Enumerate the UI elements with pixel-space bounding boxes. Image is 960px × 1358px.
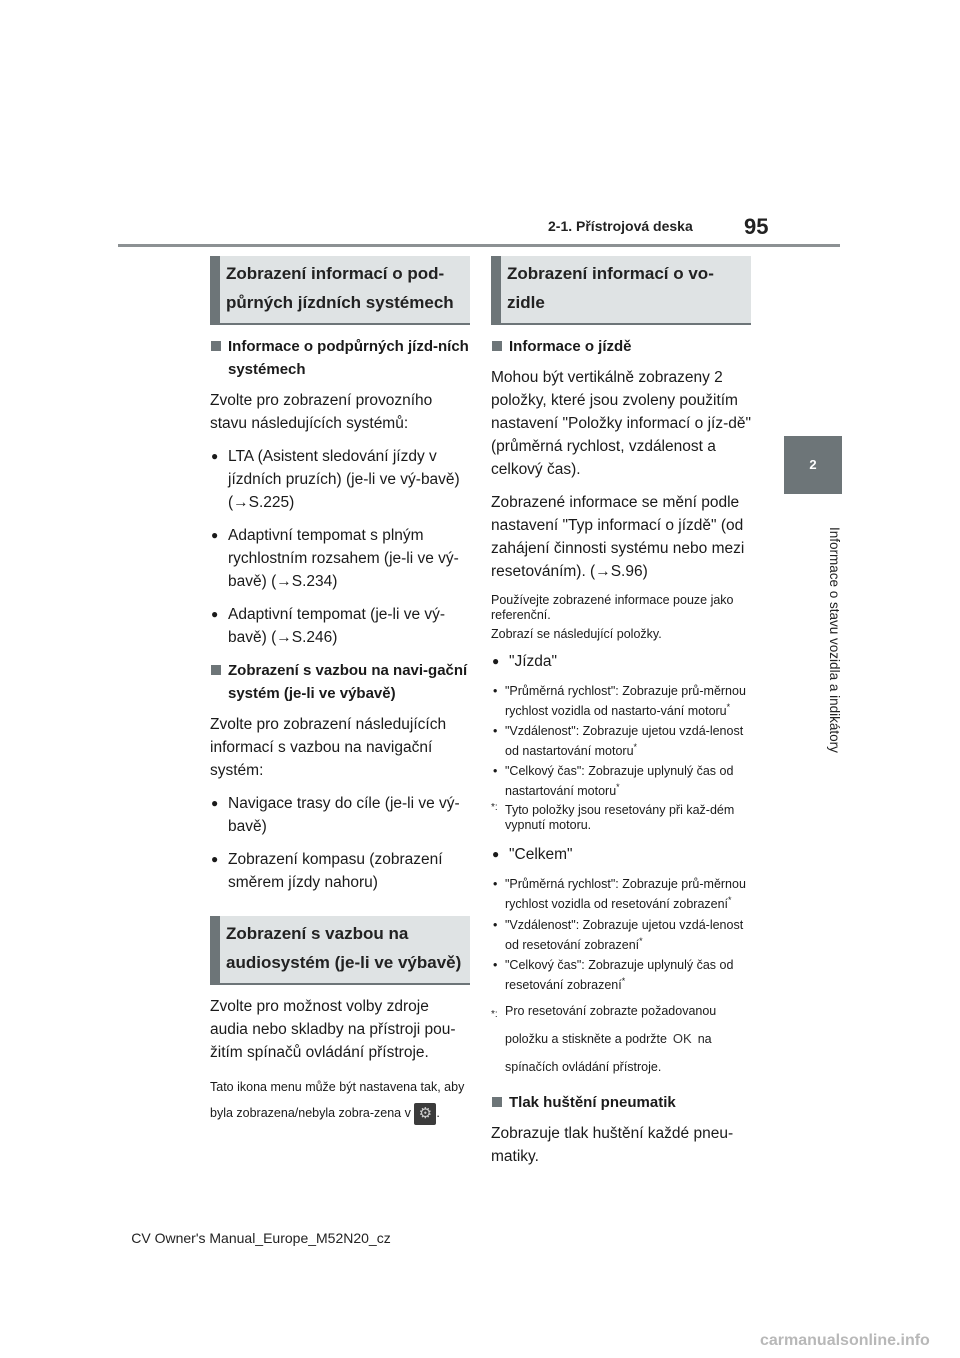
chapter-tab-number: 2	[784, 436, 842, 494]
subheading-tire-pressure: Tlak huštění pneumatik	[491, 1091, 751, 1114]
bullet-acc: ● Adaptivní tempomat (je-li ve vý-bavě) (→S.246)	[210, 603, 470, 649]
footnote: *: Tyto položky jsou resetovány při kaž-dém vypnutí motoru.	[491, 802, 735, 833]
gear-icon: ⚙	[414, 1103, 436, 1125]
list-item: • "Vzdálenost": Zobrazuje ujetou vzdá-lenost od nastartování motoru*	[491, 723, 751, 759]
bullet-route-guidance: ● Navigace trasy do cíle (je-li ve vý-bavě)	[210, 792, 470, 838]
bullet-acc-full: ● Adaptivní tempomat s plným rychlostním rozsahem (je-li ve vý-bavě) (→S.234)	[210, 524, 470, 593]
section-title: 2-1. Přístrojová deska	[548, 218, 693, 234]
chapter-tab-label: Informace o stavu vozidla a indikátory	[827, 527, 842, 753]
note: Používejte zobrazené informace pouze jako referenční.	[491, 593, 734, 622]
paragraph: Zobrazuje tlak huštění každé pneu-matiky.	[491, 1124, 734, 1165]
bullet-total: ● "Celkem"	[491, 843, 751, 866]
watermark: carmanualsonline.info	[760, 1332, 930, 1349]
heading-driving-support: Zobrazení informací o pod-půrných jízdních systémech	[210, 256, 470, 325]
ok-button-icon: OK	[672, 1030, 692, 1046]
bullet-trip: ● "Jízda"	[491, 650, 751, 673]
paragraph: Zvolte pro možnost volby zdroje audia nebo skladby na přístroji pou-žitím spínačů ovládání přístroje.	[210, 998, 456, 1061]
bullet-compass: ● Zobrazení kompasu (zobrazení směrem jízdy nahoru)	[210, 848, 470, 894]
subheading-navigation: Zobrazení s vazbou na navi-gační systém (je-li ve výbavě)	[210, 659, 470, 705]
list-item: • "Celkový čas": Zobrazuje uplynulý čas od nastartování motoru*	[491, 763, 751, 799]
header-rule	[118, 244, 840, 247]
paragraph: Zvolte pro zobrazení následujících informací s vazbou na navigační systém:	[210, 716, 447, 779]
paragraph: Zvolte pro zobrazení provozního stavu následujících systémů:	[210, 392, 433, 432]
heading-vehicle-info: Zobrazení informací o vo-zidle	[491, 256, 751, 325]
left-column	[210, 256, 470, 1134]
footnote-reset: *: Pro resetování zobrazte požadovanou položku a stiskněte a podržte OK na spínačích ovládání přístroje.	[491, 1003, 717, 1074]
right-column	[491, 256, 751, 1178]
note: Zobrazí se následující položky.	[491, 627, 662, 641]
page-number: 95	[744, 214, 769, 239]
heading-audio: Zobrazení s vazbou na audiosystém (je-li ve výbavě)	[210, 916, 470, 985]
list-item: • "Vzdálenost": Zobrazuje ujetou vzdá-lenost od resetování zobrazení*	[491, 917, 751, 953]
list-item: • "Průměrná rychlost": Zobrazuje prů-měrnou rychlost vozidla od resetování zobrazení*	[491, 876, 751, 912]
footer: CV Owner's Manual_Europe_M52N20_cz	[131, 1230, 391, 1246]
list-item: • "Průměrná rychlost": Zobrazuje prů-měrnou rychlost vozidla od nastarto-vání motoru*	[491, 683, 751, 719]
paragraph: Zobrazené informace se mění podle nastavení "Typ informací o jízdě" (od zahájení činnosti systému nebo mezi resetováním). (→S.96)	[491, 494, 745, 580]
bullet-lta: ● LTA (Asistent sledování jízdy v jízdních pruzích) (je-li ve vý-bavě) (→S.225)	[210, 445, 470, 514]
list-item: • "Celkový čas": Zobrazuje uplynulý čas od resetování zobrazení*	[491, 957, 751, 993]
note-menu-icon: Tato ikona menu může být nastavena tak, aby byla zobrazena/nebyla zobra-zena v ⚙ .	[210, 1074, 470, 1126]
subheading-support-info: Informace o podpůrných jízd-ních systémech	[210, 335, 470, 381]
subheading-trip-info: Informace o jízdě	[491, 335, 751, 358]
paragraph: Mohou být vertikálně zobrazeny 2 položky, které jsou zvoleny použitím nastavení "Položky informací o jíz-dě" (průměrná rychlost, vzdálenost a celkový čas).	[491, 369, 751, 478]
